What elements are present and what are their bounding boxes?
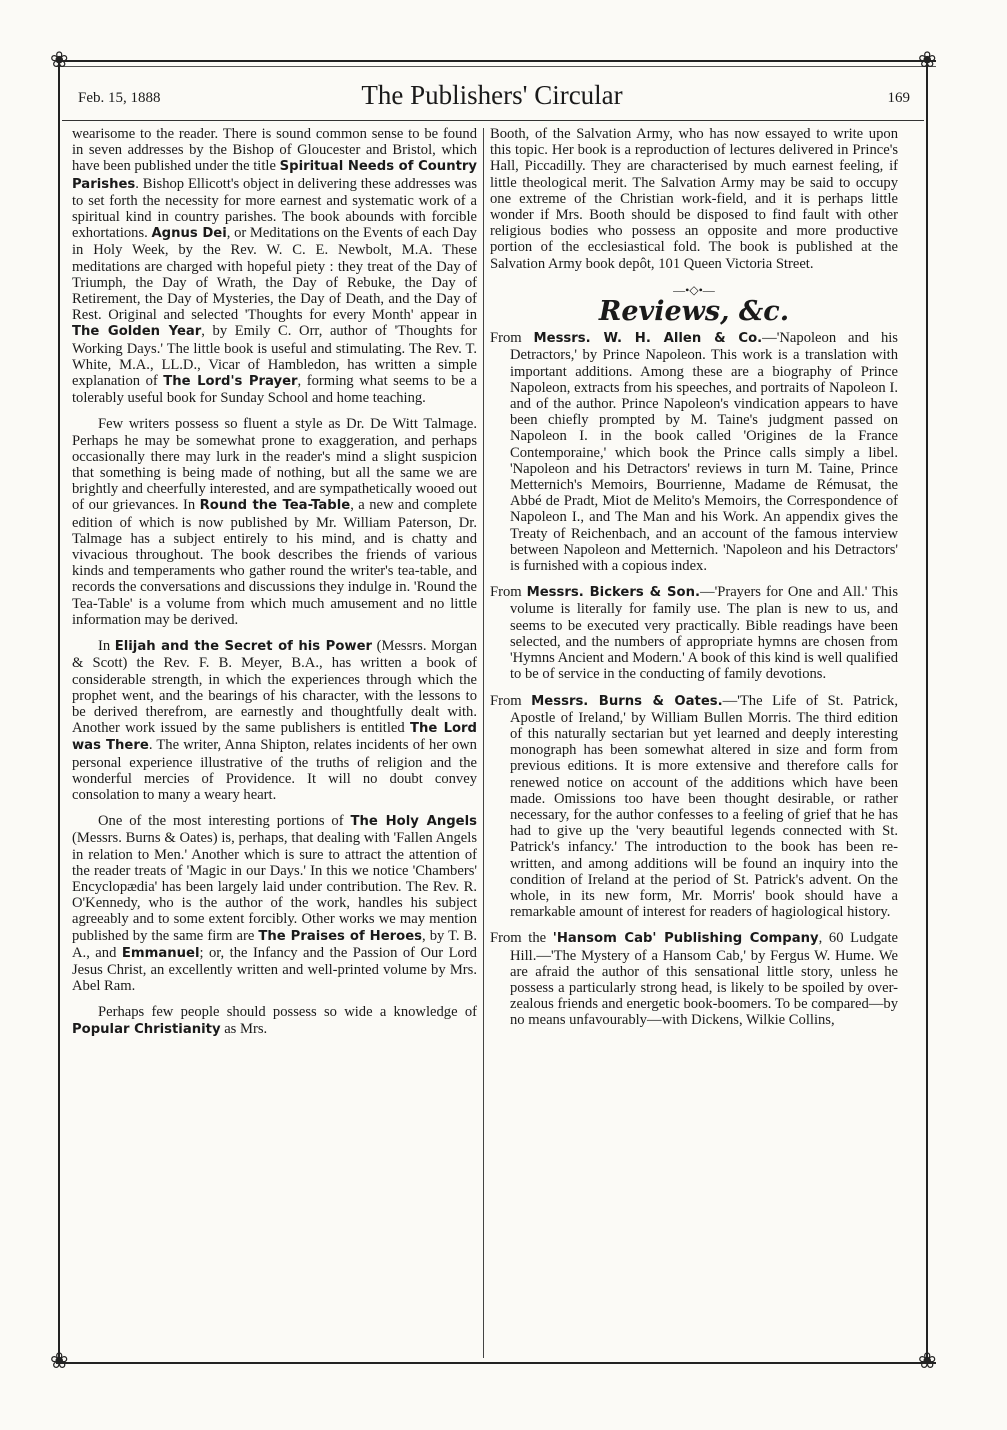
text-run: , a new and complete edition of which is now published by Mr. William Paterson, Dr. Talmage has a subject entirely to his mind, and is chatty and vivacious throughout. The book describes the friends of various kinds and temperaments who gather round the writer's tea-table, and records the conversations and discussions they indulge in. 'Round the Tea-Table' is a volume from which much amusement and no little information may be derived.	[72, 497, 478, 628]
bold-title: The Praises of Heroes	[258, 928, 423, 944]
text-run: One of the most interesting portions of	[98, 813, 351, 830]
left-border	[58, 62, 60, 1362]
bold-title: 'Hansom Cab' Publishing Company	[552, 931, 819, 947]
text-run: In	[98, 638, 115, 655]
review-entry	[490, 693, 898, 921]
corner-ornament-icon: ❀	[50, 1348, 69, 1373]
text-run: ; or, the Infancy and the Passion of Our Lord Jesus Christ, an excellently written and well-printed volume by Mrs. Abel Ram.	[72, 944, 477, 995]
right-column	[490, 126, 898, 1029]
review-entry	[490, 584, 898, 682]
corner-ornament-icon: ❀	[50, 47, 69, 72]
bold-title: Popular Christianity	[72, 1021, 221, 1037]
paragraph	[72, 126, 477, 406]
text-run: Few writers possess so fluent a style as Dr. De Witt Talmage. Perhaps he may be somewhat prone to exaggeration, and perhaps occasionally there may lurk in the reader's mind a slight suspicion that something is being made of nothing, but all the same we are brightly and cheerfully interested, and are sympathetically wooed out of our grievances. In	[72, 416, 477, 514]
right-border	[926, 62, 928, 1362]
journal-title: The Publishers' Circular	[361, 80, 623, 110]
text-run: From	[490, 692, 532, 709]
bold-title: Round the Tea-Table	[199, 498, 351, 514]
text-run: —'Prayers for One and All.' This volume is literally for family use. The plan is new to us, and seems to be executed very practically. Bible readings have been selected, and the numbers of appropriate hymns are chosen from 'Hymns Ancient and Modern.' A book of this kind is well qualified to be of service in the conducting of family devotions.	[510, 584, 898, 683]
bold-title: Spiritual Needs of Country Parishes	[72, 159, 477, 192]
top-border-inner	[56, 66, 936, 67]
corner-ornament-icon: ❀	[918, 1348, 937, 1373]
header-rule	[62, 120, 924, 121]
text-run: , 60 Ludgate Hill.—'The Mystery of a Hansom Cab,' by Fergus W. Hume. We are afraid the author of this sensational little story, unless he possess a particularly strong head, is likely to be spoiled by over-zealous friends and energetic book-boomers. To be compared—by no means unfavourably—with Dickens, Wilkie Collins,	[510, 930, 898, 1029]
text-run: Booth, of the Salvation Army, who has now essayed to write upon this topic. Her book is a reproduction of lectures delivered in Prince's Hall, Piccadilly. They are characterised by much earnest feeling, if little theological merit. The Salvation Army may be said to occupy one extreme of the Christian work-field, and it is perhaps little wonder if Mrs. Booth should be disposed to find fault with other religious bodies who possess an opposite and more productive portion of the ecclesiastical fold. The book is published at the Salvation Army book depôt, 101 Queen Victoria Street.	[490, 126, 898, 272]
bold-title: Elijah and the Secret of his Power	[114, 639, 373, 655]
text-run: From the	[490, 930, 553, 947]
text-run: From	[490, 330, 534, 347]
paragraph	[490, 126, 898, 272]
text-run: (Messrs. Morgan & Scott) the Rev. F. B. Meyer, B.A., has written a book of considerable strength, in which the experiences through which the prophet went, and the bearings of his character, with the lessons to be derived therefrom, are earnestly and thoughtfully dealt with. Another work issued by the same publishers is entitled	[72, 638, 477, 737]
text-run: (Messrs. Burns & Oates) is, perhaps, that dealing with 'Fallen Angels in relation to Men.' Another which is sure to attract the attention of the reader treats of 'Magic in our Days.' In this we notice 'Chambers' Encyclopædia' has been largely laid under contribution. The Rev. R. O'Kennedy, who is the author of the work, handles his subject agreeably and to some extent forcibly. Other works we may mention published by the same firm are	[72, 830, 477, 944]
paragraph	[72, 1004, 477, 1037]
text-run: , by T. B. A., and	[72, 927, 477, 961]
left-column	[72, 126, 477, 1038]
section-title: Reviews, &c.	[598, 296, 790, 328]
text-run: , by Emily C. Orr, author of 'Thoughts for Working Days.' The little book is useful and stimulating. The Rev. T. White, M.A., LL.D., Vicar of Hambledon, has written a simple explanation of	[72, 323, 477, 390]
top-border	[56, 60, 936, 62]
text-run: —'Napoleon and his Detractors,' by Prince Napoleon. This work is a translation with important additions. Among these are a biography of Prince Napoleon, extracts from his speeches, and portraits of Napoleon I. and of the author. Prince Napoleon's vindication appears to have been chiefly prompted by M. Taine's judgment passed on Napoleon I. in the book called 'Origines de la France Contemporaine,' which book the Prince calls simply a libel. 'Napoleon and his Detractors' reviews in turn M. Taine, Prince Metternich's Memoirs, Bourrienne, Madame de Rémusat, the Abbé de Pradt, Miot de Melito's Memoirs, the Correspondence of Napoleon I., and The Man and his Work. An appendix gives the Treaty of Reichenbach, and an account of the famous interview between Napoleon and Metternich. 'Napoleon and his Detractors' is furnished with a copious index.	[510, 330, 898, 575]
corner-ornament-icon: ❀	[918, 47, 937, 72]
page-header	[62, 80, 922, 116]
bold-title: Messrs. Burns & Oates.	[531, 693, 723, 709]
issue-date: Feb. 15, 1888	[78, 90, 161, 106]
text-run: . Bishop Ellicott's object in delivering these addresses was to set forth the necessity for more earnest and systematic work of a spiritual kind in country parishes. The book abounds with forcible exhortations.	[72, 175, 477, 242]
review-entry	[490, 930, 898, 1028]
paragraph	[72, 813, 477, 994]
text-run: , or Meditations on the Events of each Day in Holy Week, by the Rev. W. C. E. Newbolt, M.A. These meditations are charged with hopeful piety : they treat of the Day of Triumph, the Day of Wrath, the Day of Rebuke, the Day of Retirement, the Day of Mysteries, the Day of Death, and the Day of Rest. Original and selected 'Thoughts for every Month' appear in	[72, 225, 477, 324]
bold-title: Agnus Dei	[151, 226, 227, 242]
bold-title: The Lord was There	[72, 721, 477, 754]
section-separator: —•◇•—	[673, 282, 715, 297]
bold-title: Messrs. W. H. Allen & Co.	[533, 331, 763, 347]
bold-title: Messrs. Bickers & Son.	[526, 585, 700, 601]
page-number: 169	[887, 90, 910, 106]
paragraph	[72, 416, 477, 628]
text-run: Perhaps few people should possess so wide a knowledge of	[98, 1004, 477, 1021]
bold-title: The Golden Year	[72, 324, 202, 340]
text-run: —'The Life of St. Patrick, Apostle of Ireland,' by William Bullen Morris. The third edition of this naturally sectarian but yet learned and deeply interesting monograph has been somewhat altered in size and form from previous editions. It is more extensive and therefore calls for renewed notice on account of the additions which have been made. Omissions too have been thought desirable, or rather necessary, for the author confesses to a feeling of grief that he has had to give up the 'very beautiful legends connected with St. Patrick's infancy.' The introduction to the book has been re-written, and among additions will be found an inquiry into the condition of Ireland at the period of St. Patrick's advent. On the whole, in its new form, Mr. Morris' book should have a remarkable amount of interest for readers of hagiological history.	[510, 692, 898, 921]
bottom-border	[56, 1362, 936, 1364]
text-run: , forming what seems to be a tolerably useful book for Sunday School and home teaching.	[72, 373, 477, 407]
text-run: . The writer, Anna Shipton, relates incidents of her own personal experience illustrative of the truths of religion and the wonderful mercies of Providence. It will no doubt convey consolation to many a weary heart.	[72, 737, 477, 803]
text-run: as Mrs.	[220, 1020, 268, 1037]
text-run: From	[490, 584, 527, 601]
bold-title: Emmanuel	[121, 945, 200, 961]
text-run: wearisome to the reader. There is sound common sense to be found in seven addresses by the Bishop of Gloucester and Bristol, which have been published under the title	[72, 126, 477, 175]
column-divider	[483, 128, 484, 1358]
review-entry	[490, 330, 898, 574]
bold-title: The Lord's Prayer	[163, 374, 298, 390]
bold-title: The Holy Angels	[350, 814, 477, 830]
paragraph	[72, 638, 477, 803]
